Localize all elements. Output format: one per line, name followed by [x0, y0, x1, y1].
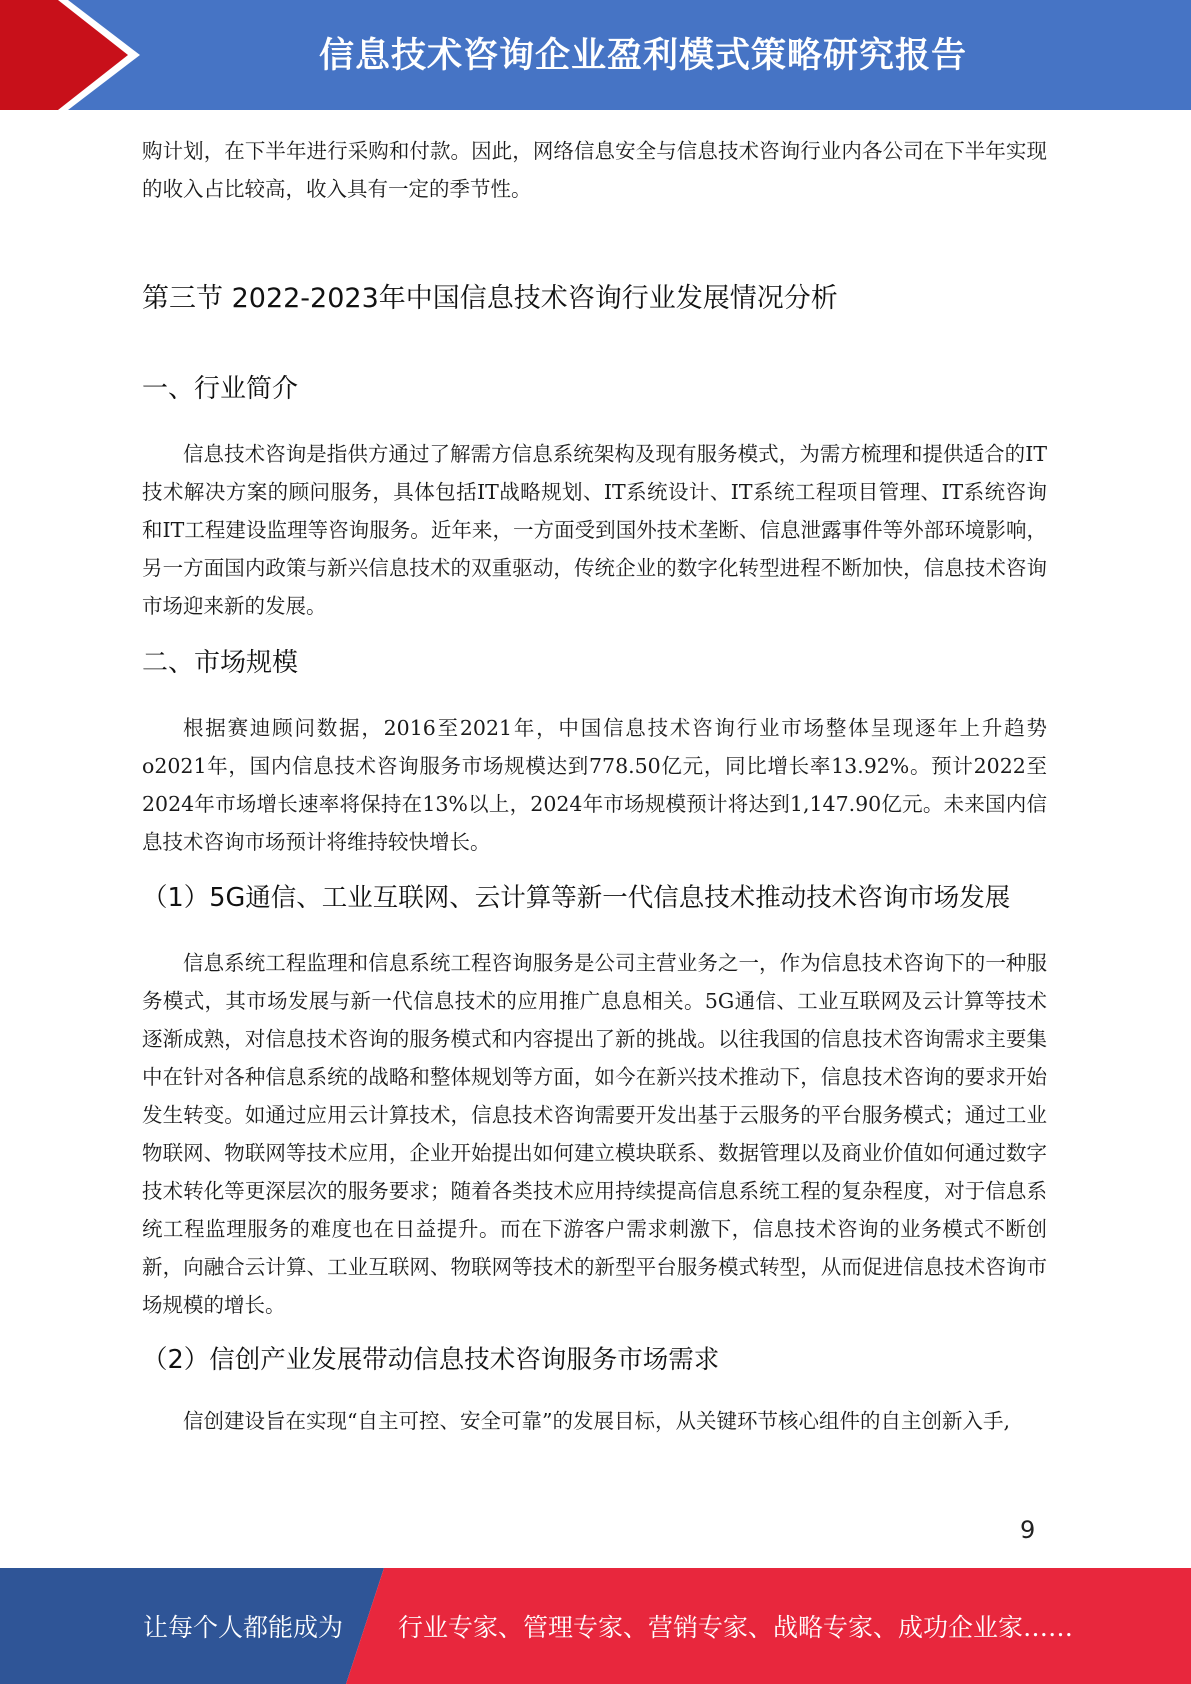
page-number: 9 [1020, 1516, 1036, 1544]
sub1-heading: （1）5G通信、工业互联网、云计算等新一代信息技术推动技术咨询市场发展 [142, 883, 1011, 913]
section-heading: 第三节 2022-2023年中国信息技术咨询行业发展情况分析 [142, 283, 838, 314]
intro-paragraph: 购计划，在下半年进行采购和付款。因此，网络信息安全与信息技术咨询行业内各公司在下半年实现的收入占比较高，收入具有一定的季节性。 [142, 139, 1047, 201]
page-header [0, 0, 1191, 110]
page-footer [0, 1568, 1191, 1684]
sub2-heading: （2）信创产业发展带动信息技术咨询服务市场需求 [142, 1345, 720, 1375]
sub1-paragraph: 信息系统工程监理和信息系统工程咨询服务是公司主营业务之一，作为信息技术咨询下的一种服务模式，其市场发展与新一代信息技术的应用推广息息相关。5G通信、工业互联网及云计算等技术逐渐成熟，对信息技术咨询的服务模式和内容提出了新的挑战。以往我国的信息技术咨询需求主要集中在针对各种信息系统的战略和整体规划等方面，如今在新兴技术推动下，信息技术咨询的要求开始发生转变。如通过应用云计算技术，信息技术咨询需要开发出基于云服务的平台服务模式；通过工业物联网、物联网等技术应用，企业开始提出如何建立模块联系、数据管理以及商业价值如何通过数字技术转化等更深层次的服务要求；随着各类技术应用持续提高信息系统工程的复杂程度，对于信息系统工程监理服务的难度也在日益提升。而在下游客户需求刺激下，信息技术咨询的业务模式不断创新，向融合云计算、工业互联网、物联网等技术的新型平台服务模式转型，从而促进信息技术咨询市场规模的增长。 [142, 951, 1047, 1317]
footer-right-text: 行业专家、管理专家、营销专家、战略专家、成功企业家…… [398, 1613, 1074, 1642]
part2-heading: 二、市场规模 [142, 648, 299, 678]
part1-paragraph: 信息技术咨询是指供方通过了解需方信息系统架构及现有服务模式，为需方梳理和提供适合的IT技术解决方案的顾问服务，具体包括IT战略规划、IT系统设计、IT系统工程项目管理、IT系统咨询和IT工程建设监理等咨询服务。近年来，一方面受到国外技术垄断、信息泄露事件等外部环境影响，另一方面国内政策与新兴信息技术的双重驱动，传统企业的数字化转型进程不断加快，信息技术咨询市场迎来新的发展。 [142, 442, 1047, 618]
part2-paragraph: 根据赛迪顾问数据，2016至2021年，中国信息技术咨询行业市场整体呈现逐年上升趋势o2021年，国内信息技术咨询服务市场规模达到778.50亿元，同比增长率13.92%。预计2022至2024年市场增长速率将保持在13%以上，2024年市场规模预计将达到1,147.90亿元。未来国内信息技术咨询市场预计将维持较快增长。 [142, 716, 1047, 854]
footer-left-text: 让每个人都能成为 [143, 1613, 344, 1642]
document-body [142, 132, 1047, 1440]
sub2-paragraph: 信创建设旨在实现“自主可控、安全可靠”的发展目标，从关键环节核心组件的自主创新入手, [183, 1409, 1010, 1433]
header-title: 信息技术咨询企业盈利模式策略研究报告 [318, 36, 967, 76]
part1-heading: 一、行业简介 [142, 374, 299, 404]
